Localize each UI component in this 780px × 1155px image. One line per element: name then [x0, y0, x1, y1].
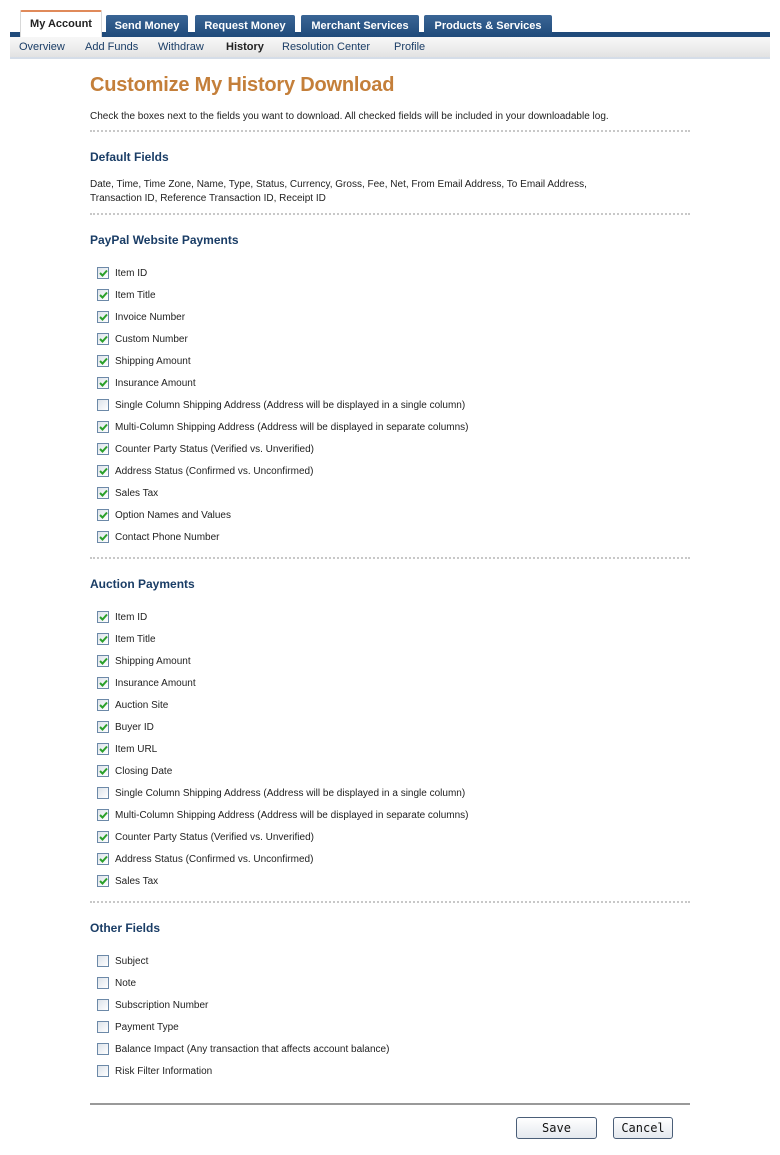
checkbox-label: Counter Party Status (Verified vs. Unverified) [115, 443, 314, 455]
checkbox-checked[interactable] [97, 355, 109, 367]
checkbox-label: Sales Tax [115, 875, 159, 887]
checkbox-label: Insurance Amount [115, 377, 196, 389]
checkbox-row-note[interactable] [97, 976, 136, 990]
checkbox-label: Single Column Shipping Address (Address will be displayed in a single column) [115, 787, 466, 799]
checkbox-row-risk-filter-information[interactable] [97, 1064, 212, 1078]
checkbox-checked[interactable] [97, 509, 109, 521]
checkbox-label: Item Title [115, 289, 156, 301]
checkbox-unchecked[interactable] [97, 955, 109, 967]
checkbox-unchecked[interactable] [97, 999, 109, 1011]
checkbox-row-contact-phone-number[interactable] [97, 530, 220, 544]
checkbox-checked[interactable] [97, 421, 109, 433]
default-fields-line-1: Date, Time, Time Zone, Name, Type, Status, Currency, Gross, Fee, Net, From Email Address, To Email Address, [90, 179, 587, 190]
cancel-button[interactable]: Cancel [613, 1117, 673, 1139]
checkbox-row-auction-site[interactable] [97, 698, 168, 712]
checkbox-label: Multi-Column Shipping Address (Address will be displayed in separate columns) [115, 421, 469, 433]
divider [90, 130, 690, 132]
checkbox-label: Buyer ID [115, 721, 154, 733]
default-fields-list [90, 178, 690, 206]
subnav-add-funds[interactable]: Add Funds [85, 41, 139, 53]
checkbox-row-counter-party-status-verified-vs-unverified[interactable] [97, 830, 314, 844]
checkbox-checked[interactable] [97, 677, 109, 689]
checkbox-label: Multi-Column Shipping Address (Address will be displayed in separate columns) [115, 809, 469, 821]
checkmark-icon [99, 811, 108, 819]
checkbox-checked[interactable] [97, 765, 109, 777]
checkbox-row-subscription-number[interactable] [97, 998, 208, 1012]
checkbox-label: Item URL [115, 743, 158, 755]
checkbox-row-invoice-number[interactable] [97, 310, 185, 324]
divider [90, 901, 690, 903]
checkmark-icon [99, 767, 108, 775]
checkbox-row-option-names-and-values[interactable] [97, 508, 231, 522]
checkmark-icon [99, 877, 108, 885]
checkbox-row-insurance-amount[interactable] [97, 376, 196, 390]
checkbox-label: Subject [115, 955, 149, 967]
checkbox-row-item-url[interactable] [97, 742, 157, 756]
page-title: Customize My History Download [90, 74, 395, 96]
checkbox-label: Invoice Number [115, 311, 186, 323]
checkbox-label: Shipping Amount [115, 355, 191, 367]
checkmark-icon [99, 511, 108, 519]
checkmark-icon [99, 613, 108, 621]
checkbox-checked[interactable] [97, 267, 109, 279]
checkbox-row-item-title[interactable] [97, 632, 156, 646]
subnav-withdraw[interactable]: Withdraw [158, 41, 204, 53]
section-title-auction-payments: Auction Payments [90, 577, 195, 591]
checkbox-row-insurance-amount[interactable] [97, 676, 196, 690]
checkbox-row-balance-impact-any-transaction-that-affects-account-balance[interactable] [97, 1042, 389, 1056]
subnav-resolution-center[interactable]: Resolution Center [282, 41, 371, 53]
checkbox-row-shipping-amount[interactable] [97, 654, 191, 668]
checkbox-checked[interactable] [97, 699, 109, 711]
checkbox-checked[interactable] [97, 311, 109, 323]
checkbox-checked[interactable] [97, 743, 109, 755]
checkbox-checked[interactable] [97, 655, 109, 667]
checkbox-label: Sales Tax [115, 487, 159, 499]
checkbox-label: Single Column Shipping Address (Address will be displayed in a single column) [115, 399, 466, 411]
checkmark-icon [99, 701, 108, 709]
checkmark-icon [99, 291, 108, 299]
default-fields-title: Default Fields [90, 150, 169, 164]
section-title-paypal-website-payments: PayPal Website Payments [90, 233, 239, 247]
checkbox-checked[interactable] [97, 633, 109, 645]
checkbox-checked[interactable] [97, 333, 109, 345]
tab-send-money[interactable]: Send Money [106, 15, 188, 37]
checkbox-label: Auction Site [115, 699, 169, 711]
checkmark-icon [99, 657, 108, 665]
default-fields-line-2: Transaction ID, Reference Transaction ID, Receipt ID [90, 193, 326, 204]
checkbox-row-item-id[interactable] [97, 610, 147, 624]
checkmark-icon [99, 533, 108, 541]
checkbox-row-multi-column-shipping-address-address-will-be-displayed-in-separate-columns[interactable] [97, 420, 469, 434]
checkbox-row-single-column-shipping-address-address-will-be-displayed-in-a-single-column[interactable] [97, 398, 465, 412]
checkbox-checked[interactable] [97, 853, 109, 865]
checkmark-icon [99, 723, 108, 731]
footer-divider [90, 1103, 690, 1105]
subnav-overview[interactable]: Overview [19, 41, 65, 53]
checkbox-label: Option Names and Values [115, 509, 231, 521]
save-button[interactable]: Save [516, 1117, 597, 1139]
checkbox-label: Item ID [115, 611, 148, 623]
checkmark-icon [99, 357, 108, 365]
checkbox-row-address-status-confirmed-vs-unconfirmed[interactable] [97, 852, 313, 866]
checkbox-row-sales-tax[interactable] [97, 874, 158, 888]
checkbox-label: Closing Date [115, 765, 173, 777]
checkmark-icon [99, 335, 108, 343]
checkbox-label: Risk Filter Information [115, 1065, 213, 1077]
checkbox-row-custom-number[interactable] [97, 332, 188, 346]
checkbox-row-shipping-amount[interactable] [97, 354, 191, 368]
main-tab-bar [10, 10, 770, 37]
checkbox-label: Counter Party Status (Verified vs. Unverified) [115, 831, 314, 843]
tab-request-money[interactable]: Request Money [195, 15, 295, 37]
checkbox-unchecked[interactable] [97, 399, 109, 411]
checkmark-icon [99, 489, 108, 497]
checkbox-unchecked[interactable] [97, 977, 109, 989]
checkbox-row-closing-date[interactable] [97, 764, 172, 778]
checkmark-icon [99, 467, 108, 475]
checkbox-label: Note [115, 977, 137, 989]
checkbox-checked[interactable] [97, 611, 109, 623]
checkbox-checked[interactable] [97, 531, 109, 543]
subnav-history[interactable]: History [226, 41, 264, 53]
checkbox-label: Subscription Number [115, 999, 209, 1011]
checkmark-icon [99, 379, 108, 387]
checkbox-label: Address Status (Confirmed vs. Unconfirmed) [115, 853, 314, 865]
checkbox-checked[interactable] [97, 831, 109, 843]
checkbox-checked[interactable] [97, 487, 109, 499]
checkbox-checked[interactable] [97, 875, 109, 887]
checkbox-label: Shipping Amount [115, 655, 191, 667]
sub-navigation [10, 37, 770, 59]
checkmark-icon [99, 269, 108, 277]
checkmark-icon [99, 745, 108, 753]
checkbox-row-buyer-id[interactable] [97, 720, 154, 734]
checkbox-label: Payment Type [115, 1021, 179, 1033]
checkmark-icon [99, 313, 108, 321]
checkbox-label: Item ID [115, 267, 148, 279]
divider [90, 213, 690, 215]
checkbox-row-sales-tax[interactable] [97, 486, 158, 500]
checkbox-checked[interactable] [97, 443, 109, 455]
checkbox-label: Custom Number [115, 333, 188, 345]
tab-my-account[interactable]: My Account [20, 10, 102, 37]
checkbox-label: Address Status (Confirmed vs. Unconfirmed) [115, 465, 314, 477]
checkbox-checked[interactable] [97, 377, 109, 389]
checkbox-checked[interactable] [97, 465, 109, 477]
checkmark-icon [99, 445, 108, 453]
checkbox-row-single-column-shipping-address-address-will-be-displayed-in-a-single-column[interactable] [97, 786, 465, 800]
checkmark-icon [99, 679, 108, 687]
checkmark-icon [99, 833, 108, 841]
checkbox-label: Insurance Amount [115, 677, 196, 689]
checkbox-unchecked[interactable] [97, 1021, 109, 1033]
checkbox-checked[interactable] [97, 809, 109, 821]
checkbox-label: Item Title [115, 633, 156, 645]
checkbox-checked[interactable] [97, 721, 109, 733]
intro-text: Check the boxes next to the fields you want to download. All checked fields will be included in your downloadable log. [90, 111, 609, 122]
checkbox-row-payment-type[interactable] [97, 1020, 179, 1034]
subnav-profile[interactable]: Profile [394, 41, 426, 53]
checkbox-unchecked[interactable] [97, 1043, 109, 1055]
checkbox-checked[interactable] [97, 289, 109, 301]
checkmark-icon [99, 423, 108, 431]
checkmark-icon [99, 635, 108, 643]
divider [90, 557, 690, 559]
tab-merchant-services[interactable]: Merchant Services [301, 15, 419, 37]
checkbox-label: Balance Impact (Any transaction that affects account balance) [115, 1043, 390, 1055]
checkbox-row-multi-column-shipping-address-address-will-be-displayed-in-separate-columns[interactable] [97, 808, 469, 822]
checkbox-row-address-status-confirmed-vs-unconfirmed[interactable] [97, 464, 313, 478]
checkbox-row-item-title[interactable] [97, 288, 156, 302]
section-title-other-fields: Other Fields [90, 921, 161, 935]
tab-products-services[interactable]: Products & Services [424, 15, 552, 37]
checkmark-icon [99, 855, 108, 863]
checkbox-unchecked[interactable] [97, 787, 109, 799]
checkbox-unchecked[interactable] [97, 1065, 109, 1077]
checkbox-row-counter-party-status-verified-vs-unverified[interactable] [97, 442, 314, 456]
checkbox-row-subject[interactable] [97, 954, 148, 968]
checkbox-row-item-id[interactable] [97, 266, 147, 280]
checkbox-label: Contact Phone Number [115, 531, 220, 543]
